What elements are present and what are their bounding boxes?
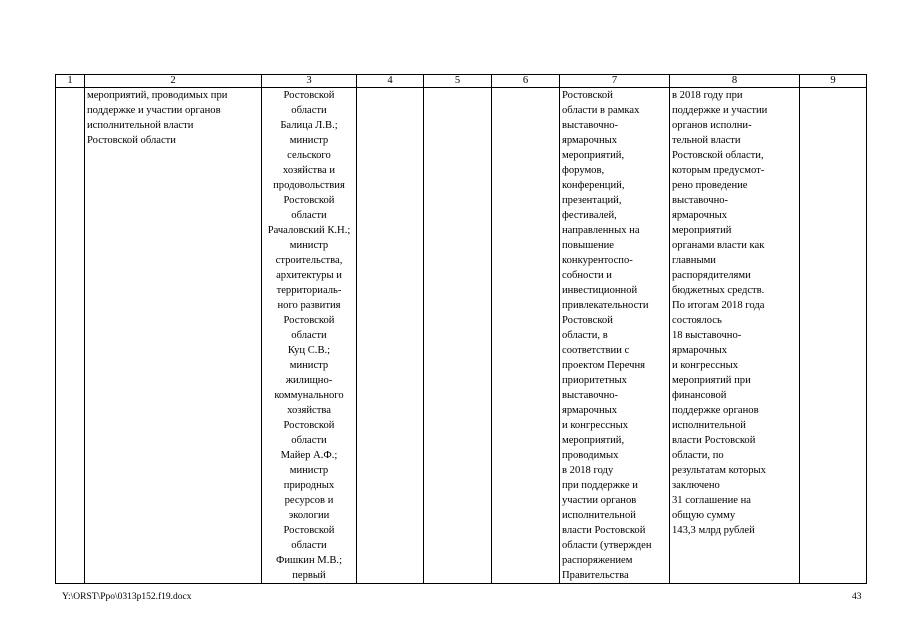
column-header-2: 2 — [85, 75, 262, 88]
cell-responsible-officials: Ростовской области Балица Л.В.; министр сельского хозяйства и продовольствия Ростовской области Рачаловский К.Н.; министр строительства, архитектуры и территориаль- ного развития Ростовской области Куц С.В.; министр жилищно- коммунального хозяйства Ростовской области Майер А.Ф.; министр природных ресурсов и экологии Ростовской области Фишкин М.В.; первый — [262, 88, 357, 584]
column-header-8: 8 — [670, 75, 800, 88]
cell-column-9 — [800, 88, 867, 584]
column-number-row — [56, 75, 867, 88]
cell-actual-result: в 2018 году при поддержке и участии органов исполни- тельной власти Ростовской области, которым предусмот- рено проведение выставочно- ярмарочных мероприятий органами власти как главными распорядителями бюджетных средств. По итогам 2018 года состоялось 18 выставочно- ярмарочных и конгрессных мероприятий при финансовой поддержке органов исполнительной власти Ростовской области, по результатам которых заключено 31 соглашение на общую сумму 143,3 млрд рублей — [670, 88, 800, 584]
cell-number — [56, 88, 85, 584]
column-header-4: 4 — [357, 75, 424, 88]
column-header-6: 6 — [492, 75, 560, 88]
column-header-5: 5 — [424, 75, 492, 88]
page-number: 43 — [852, 592, 862, 602]
cell-column-5 — [424, 88, 492, 584]
document-table-container — [55, 74, 867, 584]
cell-planned-result: Ростовской области в рамках выставочно- ярмарочных мероприятий, форумов, конференций, презентаций, фестивалей, направленных на повышение конкурентоспо- собности и инвестиционной привлекательности Ростовской области, в соответствии с проектом Перечня приоритетных выставочно- ярмарочных и конгрессных мероприятий, проводимых в 2018 году при поддержке и участии органов исполнительной власти Ростовской области (утвержден распоряжением Правительства — [560, 88, 670, 584]
column-header-7: 7 — [560, 75, 670, 88]
table-row — [56, 88, 867, 584]
footer-file-path: Y:\ORST\Ppo\0313p152.f19.docx — [62, 592, 192, 602]
cell-event-name: мероприятий, проводимых при поддержке и участии органов исполнительной власти Ростовской области — [85, 88, 262, 584]
column-header-1: 1 — [56, 75, 85, 88]
column-header-3: 3 — [262, 75, 357, 88]
cell-column-6 — [492, 88, 560, 584]
document-table — [55, 74, 867, 584]
column-header-9: 9 — [800, 75, 867, 88]
cell-column-4 — [357, 88, 424, 584]
